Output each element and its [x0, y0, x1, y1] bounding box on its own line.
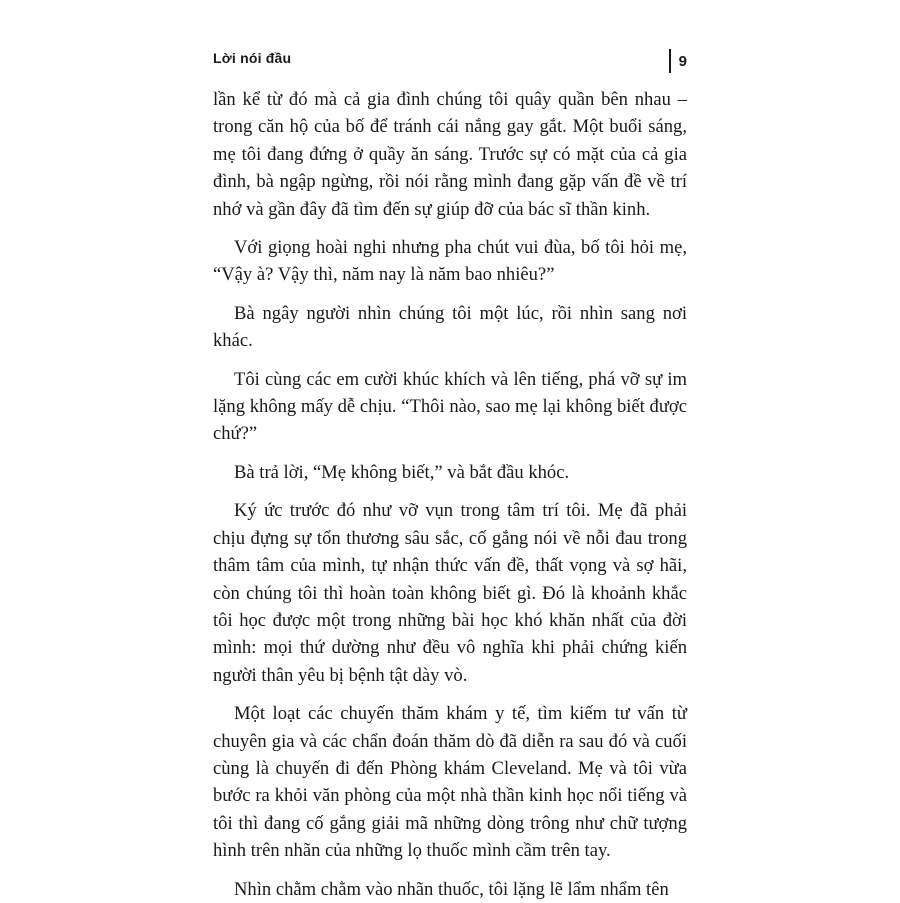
- page-divider: [669, 49, 671, 73]
- page-number: 9: [678, 52, 687, 70]
- body-text: [213, 86, 687, 903]
- running-header: [213, 48, 687, 76]
- paragraph: Nhìn chằm chằm vào nhãn thuốc, tôi lặng lẽ lẩm nhẩm tên: [234, 878, 669, 900]
- paragraph: Bà ngây người nhìn chúng tôi một lúc, rồi nhìn sang nơi khác.: [213, 302, 687, 352]
- page-number-group: [669, 48, 687, 74]
- paragraph: Tôi cùng các em cười khúc khích và lên tiếng, phá vỡ sự im lặng không mấy dễ chịu. “Thôi nào, sao mẹ lại không biết được chứ?”: [213, 368, 687, 445]
- paragraph: Một loạt các chuyến thăm khám y tế, tìm kiếm tư vấn từ chuyên gia và các chẩn đoán thăm dò đã diễn ra sau đó và cuối cùng là chuyến đi đến Phòng khám Cleveland. Mẹ và tôi vừa bước ra khỏi văn phòng của một nhà thần kinh học nổi tiếng và tôi thì đang cố gắng giải mã những dòng trông như chữ tượng hình trên nhãn của những lọ thuốc mình cầm trên tay.: [213, 703, 687, 862]
- paragraph: Ký ức trước đó như vỡ vụn trong tâm trí tôi. Mẹ đã phải chịu đựng sự tổn thương sâu sắc, cố gắng nói về nỗi đau trong thâm tâm của mình, tự nhận thức vấn đề, thất vọng và sợ hãi, còn chúng tôi thì hoàn toàn không biết gì. Đó là khoảnh khắc tôi học được một trong những bài học khó khăn nhất của đời mình: mọi thứ dường như đều vô nghĩa khi phải chứng kiến người thân yêu bị bệnh tật dày vò.: [213, 500, 687, 686]
- paragraph: Bà trả lời, “Mẹ không biết,” và bắt đầu khóc.: [234, 461, 570, 483]
- paragraph: lần kể từ đó mà cả gia đình chúng tôi quây quần bên nhau – trong căn hộ của bố để tránh cái nắng gay gắt. Một buổi sáng, mẹ tôi đang đứng ở quầy ăn sáng. Trước sự có mặt của cả gia đình, bà ngập ngừng, rồi nói rằng mình đang gặp vấn đề về trí nhớ và gần đây đã tìm đến sự giúp đỡ của bác sĩ thần kinh.: [213, 89, 687, 220]
- section-title: Lời nói đầu: [213, 50, 292, 66]
- paragraph: Với giọng hoài nghi nhưng pha chút vui đùa, bố tôi hỏi mẹ, “Vậy à? Vậy thì, năm nay là năm bao nhiêu?”: [213, 237, 687, 286]
